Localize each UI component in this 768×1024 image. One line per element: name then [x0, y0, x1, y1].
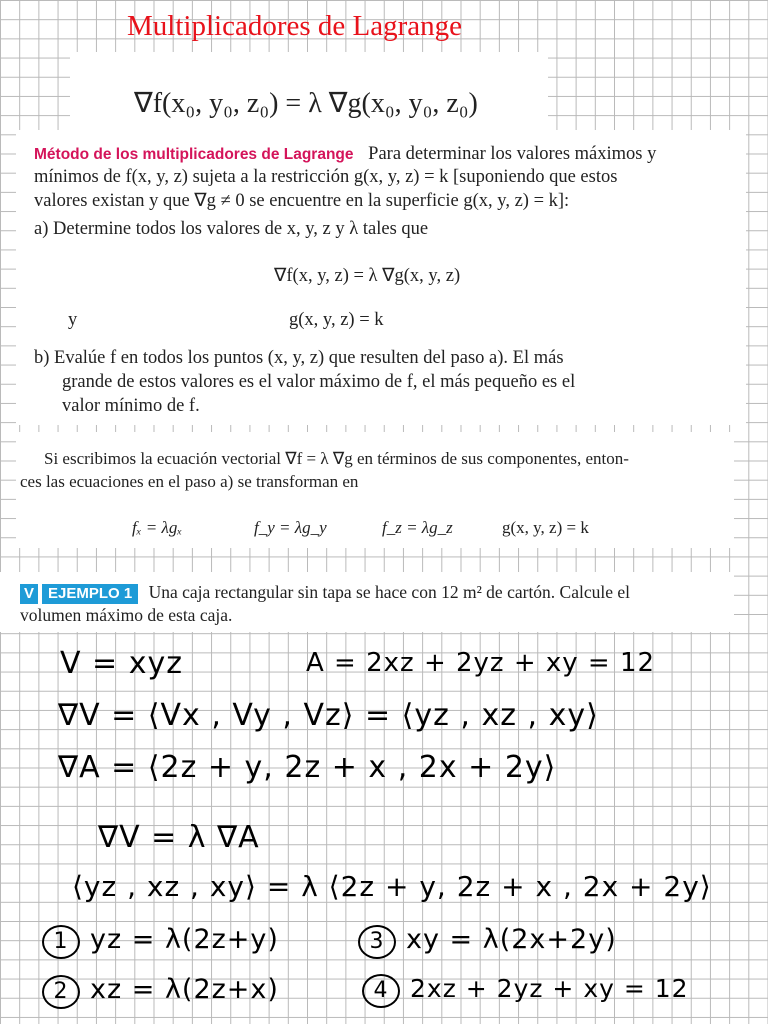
component-eq-2: f_y = λg_y	[254, 518, 327, 537]
method-and-word: y	[68, 310, 78, 330]
component-eq-4: g(x, y, z) = k	[502, 518, 589, 537]
main-equation: ∇f(x₀, y₀, z₀) = λ ∇g(x₀, y₀, z₀)	[134, 88, 478, 119]
circle-number-2: 2	[42, 975, 80, 1009]
hand-grad-v: ∇V = ⟨Vx , Vy , Vz⟩ = ⟨yz , xz , xy⟩	[58, 698, 599, 733]
hand-eq-4-row	[362, 974, 689, 1008]
circle-number-1: 1	[42, 925, 80, 959]
hand-volume: V = xyz	[60, 646, 183, 681]
hand-eq-1: yz = λ(2z+y)	[90, 924, 279, 955]
example-line-2: volumen máximo de esta caja.	[20, 605, 233, 625]
method-line1-rest: Para determinar los valores máximos y	[368, 144, 657, 164]
method-box	[16, 130, 746, 425]
hand-lagrange-eq: ∇V = λ ∇A	[98, 820, 260, 855]
hand-eq-3-row	[358, 924, 617, 959]
circle-number-3: 3	[358, 925, 396, 959]
components-line-1: Si escribimos la ecuación vectorial ∇f = λ ∇g en términos de sus componentes, enton-	[44, 449, 629, 468]
method-line-3: valores existan y que ∇g ≠ 0 se encuentre en la superficie g(x, y, z) = k]:	[34, 191, 570, 211]
hand-eq-4: 2xz + 2yz + xy = 12	[410, 974, 689, 1003]
example-label: EJEMPLO 1	[42, 584, 138, 604]
example-line-1	[20, 582, 630, 604]
method-eq-a: ∇f(x, y, z) = λ ∇g(x, y, z)	[274, 266, 461, 286]
hand-vector-eq: ⟨yz , xz , xy⟩ = λ ⟨2z + y, 2z + x , 2x + 2y⟩	[72, 870, 712, 903]
component-eq-3: f_z = λg_z	[382, 518, 453, 537]
hand-eq-3: xy = λ(2x+2y)	[406, 924, 617, 955]
example-text-1: Una caja rectangular sin tapa se hace con 12 m² de cartón. Calcule el	[148, 582, 631, 602]
hand-eq-2-row	[42, 974, 279, 1009]
method-step-b-2: grande de estos valores es el valor máximo de f, el más pequeño es el	[62, 372, 576, 392]
example-badge: V	[20, 584, 38, 604]
hand-eq-1-row	[42, 924, 279, 959]
method-heading: Método de los multiplicadores de Lagrange	[34, 146, 354, 163]
hand-eq-2: xz = λ(2z+x)	[90, 974, 279, 1005]
example-box	[0, 572, 734, 632]
hand-area: A = 2xz + 2yz + xy = 12	[306, 648, 656, 678]
method-eq-constraint: g(x, y, z) = k	[289, 310, 384, 330]
method-step-b-3: valor mínimo de f.	[62, 396, 200, 416]
method-step-b-1: b) Evalúe f en todos los puntos (x, y, z) que resulten del paso a). El más	[34, 348, 564, 368]
circle-number-4: 4	[362, 974, 400, 1008]
hand-grad-a: ∇A = ⟨2z + y, 2z + x , 2x + 2y⟩	[58, 750, 557, 785]
component-eq-1: fₓ = λgₓ	[132, 518, 183, 537]
method-line-2: mínimos de f(x, y, z) sujeta a la restricción g(x, y, z) = k [suponiendo que estos	[34, 167, 618, 187]
components-line-2: ces las ecuaciones en el paso a) se transforman en	[20, 472, 359, 491]
components-box	[16, 432, 734, 548]
page-title: Multiplicadores de Lagrange	[127, 10, 462, 42]
method-line-1	[34, 144, 656, 165]
method-step-a: a) Determine todos los valores de x, y, z y λ tales que	[34, 219, 429, 239]
